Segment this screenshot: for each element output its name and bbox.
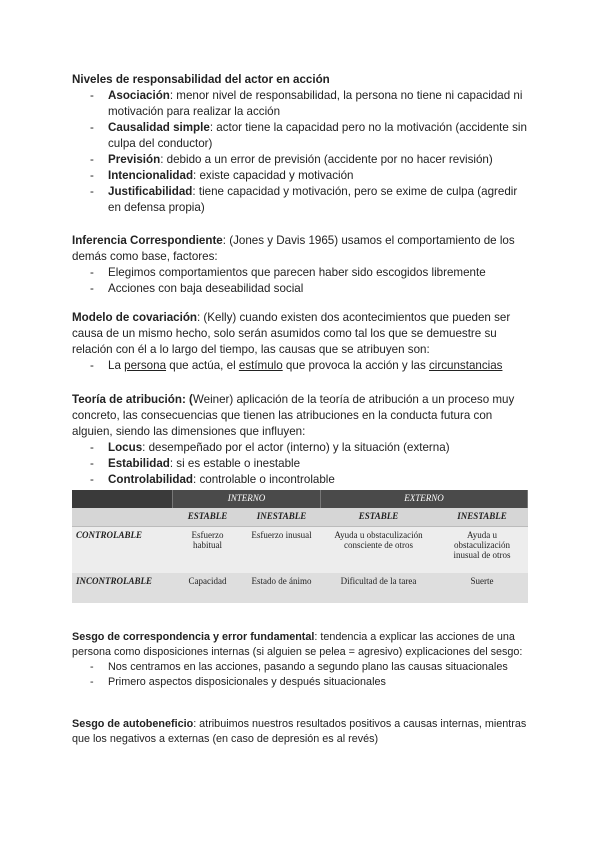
- section-covariation-model: [72, 310, 532, 374]
- table-header-interno: INTERNO: [173, 490, 321, 508]
- list-item: - Elegimos comportamientos que parecen haber sido escogidos libremente: [72, 265, 532, 281]
- table-cell: Suerte: [437, 573, 528, 603]
- table-subheader-row: [72, 508, 528, 527]
- section-paragraph: Sesgo de autobeneficio: atribuimos nuestros resultados positivos a causas internas, mientras que los negativos a externas (en caso de depresión es al revés): [72, 718, 527, 745]
- table-row: [72, 527, 528, 574]
- table-cell: Capacidad: [173, 573, 243, 603]
- section-paragraph: Modelo de covariación: (Kelly) cuando existen dos acontecimientos que pueden ser causa de un mismo hecho, solo serán asumidos como tal los que se demuestre su relación con él a lo largo del tiempo, las causas que se atribuyen son:: [72, 311, 511, 356]
- list-item: - Acciones con baja deseabilidad social: [72, 281, 532, 297]
- list-item: - Controlabilidad: controlable o incontrolable: [72, 472, 532, 488]
- section-title: Niveles de responsabilidad del actor en acción: [72, 73, 330, 86]
- list-item: - Estabilidad: si es estable o inestable: [72, 456, 532, 472]
- table-subheader: ESTABLE: [173, 508, 243, 527]
- table-cell: Ayuda u obstaculización inusual de otros: [437, 527, 528, 574]
- table-cell: Dificultad de la tarea: [321, 573, 437, 603]
- row-label: INCONTROLABLE: [72, 573, 173, 603]
- section-paragraph: Teoría de atribución: (Weiner) aplicación de la teoría de atribución a un proceso muy concreto, las consecuencias que tienen las atribuciones en la conducta futura con alguien, siendo las dimensiones que influyen:: [72, 393, 515, 438]
- section-paragraph: Sesgo de correspondencia y error fundamental: tendencia a explicar las acciones de una persona como disposiciones internas (si alguien se pelea = agresivo) explicaciones del sesgo:: [72, 631, 523, 658]
- table-cell: Ayuda u obstaculización consciente de otros: [321, 527, 437, 574]
- section-self-serving-bias: [72, 717, 532, 747]
- row-label: CONTROLABLE: [72, 527, 173, 574]
- list-item: - Asociación: menor nivel de responsabilidad, la persona no tiene ni capacidad ni motivación para realizar la acción: [72, 88, 532, 120]
- cause-list: [72, 358, 532, 374]
- list-item: - La persona que actúa, el estímulo que provoca la acción y las circunstancias: [72, 358, 532, 374]
- section-paragraph: Inferencia Correspondiente: (Jones y Davis 1965) usamos el comportamiento de los demás como base, factores:: [72, 234, 515, 263]
- list-item: - Primero aspectos disposicionales y después situacionales: [72, 675, 532, 690]
- factor-list: [72, 265, 532, 297]
- table-cell: Esfuerzo habitual: [173, 527, 243, 574]
- responsibility-list: [72, 88, 532, 216]
- table-header-row: [72, 490, 528, 508]
- dimension-list: [72, 440, 532, 488]
- bias-explanation-list: [72, 660, 532, 690]
- table-row: [72, 573, 528, 603]
- table-subheader: ESTABLE: [321, 508, 437, 527]
- section-responsibility-levels: [72, 72, 532, 216]
- table-header-externo: EXTERNO: [321, 490, 528, 508]
- section-correspondent-inference: [72, 233, 532, 297]
- list-item: - Causalidad simple: actor tiene la capacidad pero no la motivación (accidente sin culpa del conductor): [72, 120, 532, 152]
- table-cell: Estado de ánimo: [243, 573, 321, 603]
- list-item: - Previsión: debido a un error de previsión (accidente por no hacer revisión): [72, 152, 532, 168]
- list-item: - Locus: desempeñado por el actor (interno) y la situación (externa): [72, 440, 532, 456]
- table-subheader: INESTABLE: [437, 508, 528, 527]
- section-attribution-theory: [72, 392, 532, 488]
- list-item: - Justificabilidad: tiene capacidad y motivación, pero se exime de culpa (agredir en defensa propia): [72, 184, 532, 216]
- table-subheader: INESTABLE: [243, 508, 321, 527]
- list-item: - Nos centramos en las acciones, pasando a segundo plano las causas situacionales: [72, 660, 532, 675]
- table-cell: Esfuerzo inusual: [243, 527, 321, 574]
- attribution-table: [72, 490, 528, 603]
- list-item: - Intencionalidad: existe capacidad y motivación: [72, 168, 532, 184]
- section-correspondence-bias: [72, 630, 532, 690]
